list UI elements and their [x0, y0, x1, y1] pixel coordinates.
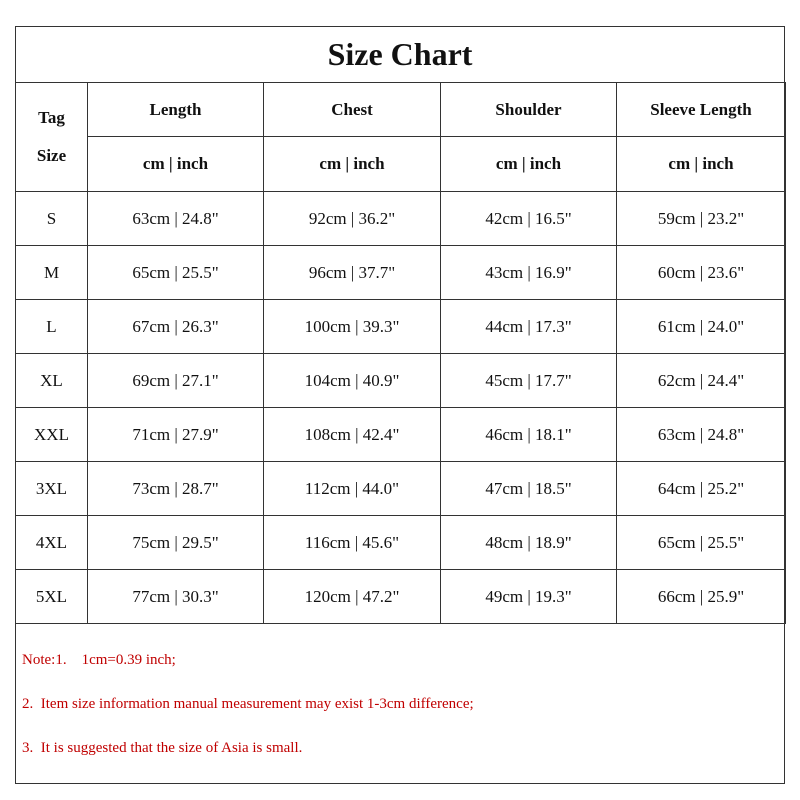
column-header-chest: Chest [264, 83, 441, 137]
size-label: Size [36, 146, 67, 165]
shoulder-cell: 47cm | 18.5" [441, 462, 617, 516]
length-cell: 63cm | 24.8" [88, 192, 264, 246]
length-cell: 73cm | 28.7" [88, 462, 264, 516]
sleeve-length-cell: 64cm | 25.2" [617, 462, 786, 516]
note-2: 2. Item size information manual measurement may exist 1-3cm difference; [22, 696, 474, 712]
shoulder-cell: 42cm | 16.5" [441, 192, 617, 246]
table-row [16, 246, 786, 300]
sleeve-length-cell: 65cm | 25.5" [617, 516, 786, 570]
table-row [16, 408, 786, 462]
table-row [16, 570, 786, 624]
sleeve-length-cell: 66cm | 25.9" [617, 570, 786, 624]
page-title: Size Chart [15, 26, 785, 83]
length-cell: 71cm | 27.9" [88, 408, 264, 462]
table-row [16, 516, 786, 570]
chest-cell: 120cm | 47.2" [264, 570, 441, 624]
length-cell: 67cm | 26.3" [88, 300, 264, 354]
size-cell: S [16, 192, 88, 246]
size-cell: M [16, 246, 88, 300]
unit-label-shoulder: cm | inch [441, 137, 617, 192]
size-chart-table [15, 82, 786, 624]
column-header-shoulder: Shoulder [441, 83, 617, 137]
table-row [16, 192, 786, 246]
shoulder-cell: 46cm | 18.1" [441, 408, 617, 462]
length-cell: 75cm | 29.5" [88, 516, 264, 570]
note-1: Note:1. 1cm=0.39 inch; [22, 652, 176, 668]
shoulder-cell: 48cm | 18.9" [441, 516, 617, 570]
size-cell: 4XL [16, 516, 88, 570]
note-3: 3. It is suggested that the size of Asia is small. [22, 740, 303, 756]
shoulder-cell: 43cm | 16.9" [441, 246, 617, 300]
sleeve-length-cell: 61cm | 24.0" [617, 300, 786, 354]
sleeve-length-cell: 63cm | 24.8" [617, 408, 786, 462]
table-row [16, 462, 786, 516]
length-cell: 77cm | 30.3" [88, 570, 264, 624]
size-cell: 3XL [16, 462, 88, 516]
sleeve-length-cell: 62cm | 24.4" [617, 354, 786, 408]
tag-size-header [16, 83, 88, 192]
column-header-length: Length [88, 83, 264, 137]
chest-cell: 92cm | 36.2" [264, 192, 441, 246]
table-row [16, 300, 786, 354]
header-row-labels [16, 83, 786, 137]
unit-label-sleeve-length: cm | inch [617, 137, 786, 192]
size-cell: XL [16, 354, 88, 408]
chest-cell: 108cm | 42.4" [264, 408, 441, 462]
header-row-units [16, 137, 786, 192]
chest-cell: 100cm | 39.3" [264, 300, 441, 354]
sleeve-length-cell: 59cm | 23.2" [617, 192, 786, 246]
chest-cell: 104cm | 40.9" [264, 354, 441, 408]
chest-cell: 112cm | 44.0" [264, 462, 441, 516]
table-row [16, 354, 786, 408]
tag-label: Tag [38, 108, 65, 127]
sleeve-length-cell: 60cm | 23.6" [617, 246, 786, 300]
shoulder-cell: 44cm | 17.3" [441, 300, 617, 354]
length-cell: 69cm | 27.1" [88, 354, 264, 408]
size-cell: XXL [16, 408, 88, 462]
size-cell: L [16, 300, 88, 354]
unit-label-chest: cm | inch [264, 137, 441, 192]
length-cell: 65cm | 25.5" [88, 246, 264, 300]
shoulder-cell: 45cm | 17.7" [441, 354, 617, 408]
unit-label-length: cm | inch [88, 137, 264, 192]
column-header-sleeve-length: Sleeve Length [617, 83, 786, 137]
shoulder-cell: 49cm | 19.3" [441, 570, 617, 624]
chest-cell: 116cm | 45.6" [264, 516, 441, 570]
size-cell: 5XL [16, 570, 88, 624]
notes-section [22, 638, 778, 770]
chest-cell: 96cm | 37.7" [264, 246, 441, 300]
